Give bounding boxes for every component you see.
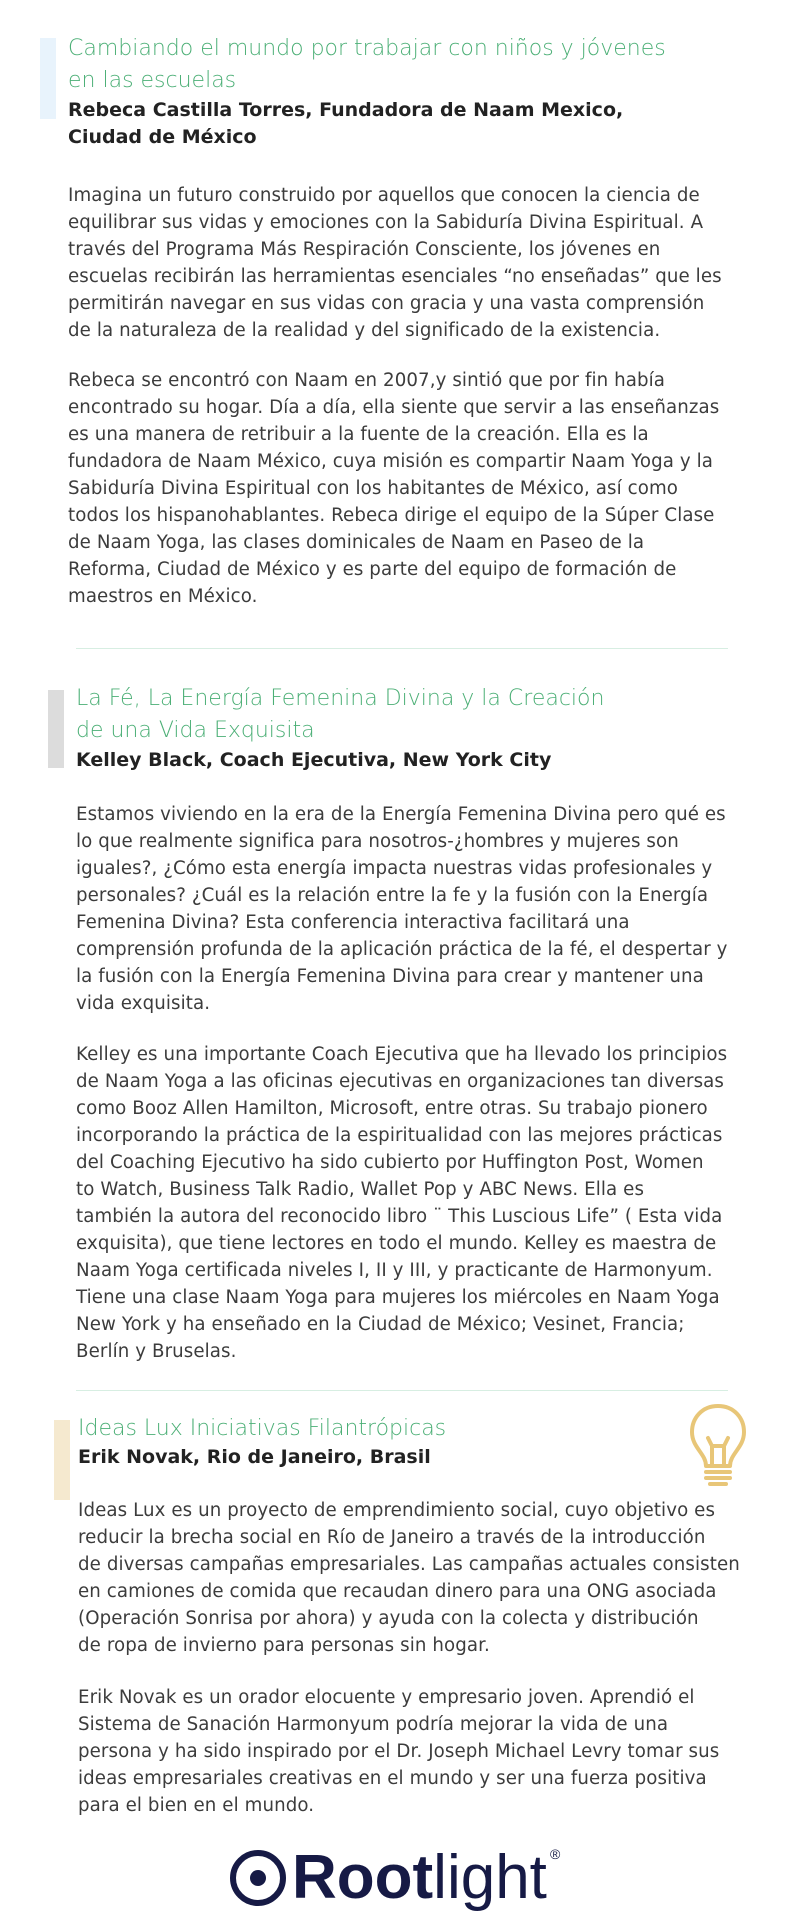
registered-mark: ® <box>550 1846 561 1862</box>
logo-wordmark-light: light <box>433 1843 547 1912</box>
section-2-speaker: Kelley Black, Coach Ejecutiva, New York City <box>76 749 552 771</box>
section-1-speaker: Rebeca Castilla Torres, Fundadora de Naam Mexico, Ciudad de México <box>68 99 624 148</box>
rootlight-logo <box>228 1838 568 1918</box>
section-2-accent-bar <box>48 690 64 768</box>
section-1-title: Cambiando el mundo por trabajar con niños y jóvenes en las escuelas <box>68 36 666 93</box>
target-dot-icon <box>228 1848 288 1908</box>
divider <box>76 648 728 649</box>
section-3-paragraph-2: Erik Novak es un orador elocuente y empresario joven. Aprendió el Sistema de Sanación Harmonyum podría mejorar la vida de una persona y ha sido inspirado por el Dr. Joseph Michael Levry tomar sus ideas empresariales creativas en el mundo y ser una fuerza positiva para el bien en el mundo. <box>78 1687 720 1816</box>
section-3-paragraph-1: Ideas Lux es un proyecto de emprendimiento social, cuyo objetivo es reducir la brecha social en Río de Janeiro a través de la introducción de diversas campañas empresariales. Las campañas actuales consisten en camiones de comida que recaudan dinero para una ONG asociada (Operación Sonrisa por ahora) y ayuda con la colecta y distribución de ropa de invierno para personas sin hogar. <box>78 1500 740 1656</box>
section-3-speaker: Erik Novak, Rio de Janeiro, Brasil <box>78 1446 431 1468</box>
divider <box>76 1390 728 1391</box>
lightbulb-icon <box>688 1402 748 1490</box>
section-2-paragraph-2: Kelley es una importante Coach Ejecutiva que ha llevado los principios de Naam Yoga a las oficinas ejecutivas en organizaciones tan diversas como Booz Allen Hamilton, Microsoft, entre otras. Su trabajo pionero incorporando la práctica de la espiritualidad con las mejores prácticas del Coaching Ejecutivo ha sido cubierto por Huffington Post, Women to Watch, Business Talk Radio, Wallet Pop y ABC News. Ella es también la autora del reconocido libro ¨ This Luscious Life” ( Esta vida exquisita), que tiene lectores en todo el mundo. Kelley es maestra de Naam Yoga certificada niveles I, II y III, y practicante de Harmonyum. Tiene una clase Naam Yoga para mujeres los miércoles en Naam Yoga New York y ha enseñado en la Ciudad de México; Vesinet, Francia; Berlín y Bruselas. <box>76 1044 728 1362</box>
logo-wordmark <box>292 1838 547 1918</box>
section-2-paragraph-1: Estamos viviendo en la era de la Energía Femenina Divina pero qué es lo que realmente significa para nosotros-¿hombres y mujeres son iguales?, ¿Cómo esta energía impacta nuestras vidas profesionales y personales? ¿Cuál es la relación entre la fe y la fusión con la Energía Femenina Divina? Esta conferencia interactiva facilitará una comprensión profunda de la aplicación práctica de la fé, el despertar y la fusión con la Energía Femenina Divina para crear y mantener una vida exquisita. <box>76 804 728 1014</box>
section-3-accent-bar <box>54 1420 70 1500</box>
logo-wordmark-bold: Root <box>292 1843 434 1912</box>
section-2-title: La Fé, La Energía Femenina Divina y la Creación de una Vida Exquisita <box>76 686 605 743</box>
section-3-title: Ideas Lux Iniciativas Filantrópicas <box>78 1416 447 1441</box>
section-1-accent-bar <box>40 38 56 119</box>
section-1-paragraph-2: Rebeca se encontró con Naam en 2007,y sintió que por fin había encontrado su hogar. Día a día, ella siente que servir a las enseñanzas es una manera de retribuir a la fuente de la creación. Ella es la fundadora de Naam México, cuya misión es compartir Naam Yoga y la Sabiduría Divina Espiritual con los habitantes de México, así como todos los hispanohablantes. Rebeca dirige el equipo de la Súper Clase de Naam Yoga, las clases dominicales de Naam en Paseo de la Reforma, Ciudad de México y es parte del equipo de formación de maestros en México. <box>68 370 720 607</box>
section-1-paragraph-1: Imagina un futuro construido por aquellos que conocen la ciencia de equilibrar sus vidas y emociones con la Sabiduría Divina Espiritual. A través del Programa Más Respiración Consciente, los jóvenes en escuelas recibirán las herramientas esenciales “no enseñadas” que les permitirán navegar en sus vidas con gracia y una vasta comprensión de la naturaleza de la realidad y del significado de la existencia. <box>68 185 722 341</box>
